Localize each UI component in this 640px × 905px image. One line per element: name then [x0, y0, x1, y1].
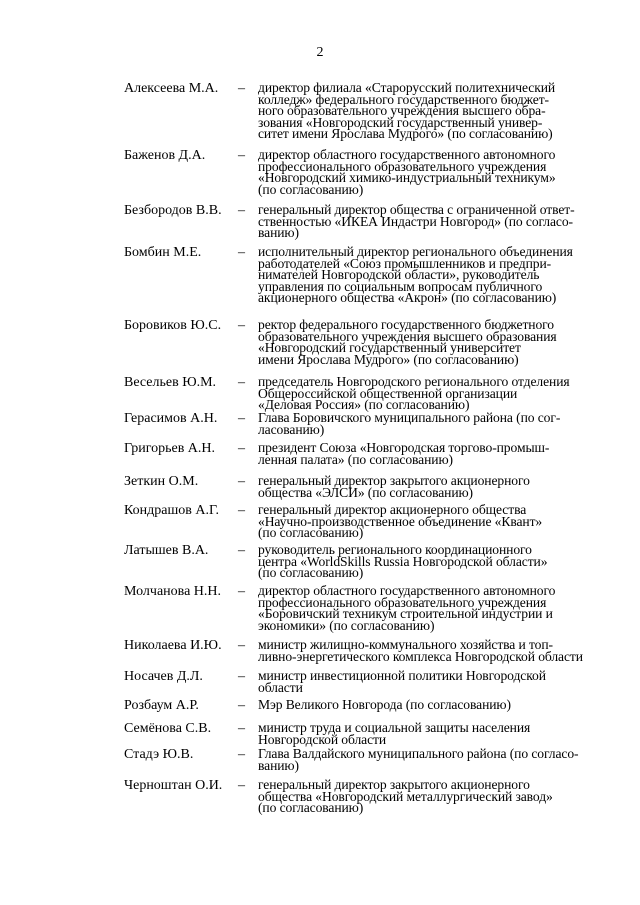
member-row: [124, 779, 584, 814]
member-position-line: общества «Новгородский металлургический завод»: [258, 788, 553, 804]
member-dash: –: [238, 778, 245, 793]
member-position-line: (по согласованию): [258, 181, 364, 197]
member-name: Безбородов В.В.: [124, 203, 222, 218]
member-row: [124, 149, 584, 195]
member-position-line: ситет имени Ярослава Мудрого» (по согласованию): [258, 126, 553, 142]
member-position-line: центра «WorldSkills Russia Новгородской области»: [258, 553, 548, 569]
member-position: [258, 639, 584, 662]
member-name: Николаева И.Ю.: [124, 638, 222, 653]
member-position-line: Общероссийской общественной организации: [258, 385, 518, 401]
member-name: Весельев Ю.М.: [124, 375, 217, 390]
member-position-line: генеральный директор закрытого акционерного: [258, 777, 530, 792]
member-name: Носачев Д.Л.: [124, 669, 203, 684]
member-position-line: профессионального образовательного учреждения: [258, 594, 547, 610]
member-position-line: ласованию): [258, 421, 325, 437]
member-position-line: ного образовательного учреждения высшего обра-: [258, 103, 546, 119]
member-name: Герасимов А.Н.: [124, 411, 218, 426]
member-name: Стадэ Ю.В.: [124, 747, 194, 762]
member-position-line: управления по социальным вопросам публичного: [258, 278, 543, 294]
member-row: [124, 722, 584, 745]
member-dash: –: [238, 698, 245, 713]
member-position-line: имени Ярослава Мудрого» (по согласованию): [258, 351, 519, 367]
member-position: [258, 670, 584, 693]
member-dash: –: [238, 375, 245, 390]
member-position-line: министр жилищно-коммунального хозяйства и топ-: [258, 637, 553, 652]
member-name: Григорьев А.Н.: [124, 441, 216, 456]
member-position-line: генеральный директор закрытого акционерного: [258, 473, 530, 488]
member-dash: –: [238, 584, 245, 599]
member-row: [124, 475, 584, 498]
member-position-line: генеральный директор акционерного общества: [258, 502, 527, 517]
member-position-line: образовательного учреждения высшего образования: [258, 328, 557, 344]
member-position-line: (по согласованию): [258, 565, 364, 581]
member-position: [258, 246, 584, 304]
member-position-line: президент Союза «Новгородская торгово-промыш-: [258, 440, 550, 455]
member-position-line: зования «Новгородский государственный универ-: [258, 114, 543, 130]
member-position-line: руководитель регионального координационного: [258, 542, 532, 557]
member-position-line: Новгородской области: [258, 731, 387, 747]
member-position-line: экономики» (по согласованию): [258, 617, 435, 633]
member-name: Розбаум А.Р.: [124, 698, 199, 713]
member-position-line: Глава Валдайского муниципального района (по согласо-: [258, 746, 579, 761]
member-position-line: исполнительный директор регионального объединения: [258, 244, 573, 259]
member-row: [124, 442, 584, 465]
member-position: [258, 475, 584, 498]
member-position-line: «Новгородский химико-индустриальный техникум»: [258, 170, 556, 186]
page-number: 2: [316, 45, 324, 60]
member-dash: –: [238, 638, 245, 653]
member-row: [124, 639, 584, 662]
member-dash: –: [238, 721, 245, 736]
member-position: [258, 319, 584, 365]
member-position: [258, 699, 584, 711]
member-dash: –: [238, 441, 245, 456]
member-position-line: профессионального образовательного учреждения: [258, 158, 547, 174]
member-position: [258, 204, 584, 239]
member-dash: –: [238, 474, 245, 489]
member-name: Черноштан О.И.: [124, 778, 223, 793]
member-row: [124, 376, 584, 411]
member-position-line: ленная палата» (по согласованию): [258, 451, 453, 467]
member-name: Бомбин М.Е.: [124, 245, 202, 260]
member-position: [258, 544, 584, 579]
member-position: [258, 376, 584, 411]
member-position-line: «Боровичский техникум строительной индустрии и: [258, 606, 553, 622]
member-row: [124, 585, 584, 631]
member-position-line: ванию): [258, 757, 299, 773]
member-row: [124, 204, 584, 239]
member-name: Кондрашов А.Г.: [124, 503, 219, 518]
member-dash: –: [238, 318, 245, 333]
member-position: [258, 504, 584, 539]
member-row: [124, 82, 584, 140]
member-position-line: общества «ЭЛСИ» (по согласованию): [258, 484, 473, 500]
member-dash: –: [238, 81, 245, 96]
member-name: Молчанова Н.Н.: [124, 584, 222, 599]
member-position-line: ванию): [258, 225, 299, 241]
member-position-line: генеральный директор общества с ограниченной ответ-: [258, 202, 575, 217]
member-position-line: колледж» федерального государственного бюджет-: [258, 91, 549, 107]
member-row: [124, 544, 584, 579]
member-dash: –: [238, 503, 245, 518]
member-position-line: директор областного государственного автономного: [258, 583, 556, 598]
member-position: [258, 585, 584, 631]
member-position-line: акционерного общества «Акрон» (по согласованию): [258, 290, 557, 306]
member-position: [258, 82, 584, 140]
member-row: [124, 670, 584, 693]
member-name: Баженов Д.А.: [124, 148, 206, 163]
member-name: Зеткин О.М.: [124, 474, 199, 489]
member-position-line: «Новгородский государственный университет: [258, 340, 521, 356]
member-position-line: работодателей «Союз промышленников и предпри-: [258, 255, 552, 271]
member-dash: –: [238, 543, 245, 558]
member-dash: –: [238, 411, 245, 426]
member-row: [124, 246, 584, 304]
member-position-line: министр инвестиционной политики Новгородской: [258, 668, 546, 683]
member-dash: –: [238, 245, 245, 260]
member-position-line: Глава Боровичского муниципального района (по сог-: [258, 410, 561, 425]
member-position-line: ливно-энергетического комплекса Новгородской области: [258, 648, 583, 664]
member-dash: –: [238, 747, 245, 762]
member-dash: –: [238, 669, 245, 684]
member-position: [258, 779, 584, 814]
member-position: [258, 412, 584, 435]
member-name: Боровиков Ю.С.: [124, 318, 222, 333]
member-position-line: области: [258, 679, 303, 695]
member-position-line: нимателей Новгородской области», руководитель: [258, 267, 540, 283]
member-position-line: (по согласованию): [258, 525, 364, 541]
member-position-line: директор областного государственного автономного: [258, 147, 556, 162]
member-position-line: «Научно-производственное объединение «Квант»: [258, 513, 543, 529]
member-position-line: (по согласованию): [258, 800, 364, 816]
member-name: Латышев В.А.: [124, 543, 209, 558]
member-row: [124, 504, 584, 539]
member-position-line: «Деловая Россия» (по согласованию): [258, 397, 470, 413]
member-position: [258, 748, 584, 771]
member-row: [124, 699, 584, 712]
member-position-line: министр труда и социальной защиты населения: [258, 720, 531, 735]
member-position-line: ректор федерального государственного бюджетного: [258, 317, 554, 332]
member-position-line: председатель Новгородского регионального отделения: [258, 374, 570, 389]
member-position-line: ственностью «ИКЕА Индастри Новгород» (по согласо-: [258, 213, 573, 229]
member-dash: –: [238, 148, 245, 163]
member-position: [258, 149, 584, 195]
member-position: [258, 442, 584, 465]
member-row: [124, 412, 584, 435]
member-position: [258, 722, 584, 745]
member-position-line: Мэр Великого Новгорода (по согласованию): [258, 697, 511, 712]
member-row: [124, 748, 584, 771]
member-row: [124, 319, 584, 365]
member-dash: –: [238, 203, 245, 218]
member-name: Семёнова С.В.: [124, 721, 212, 736]
member-name: Алексеева М.А.: [124, 81, 219, 96]
member-position-line: директор филиала «Старорусский политехнический: [258, 80, 556, 95]
